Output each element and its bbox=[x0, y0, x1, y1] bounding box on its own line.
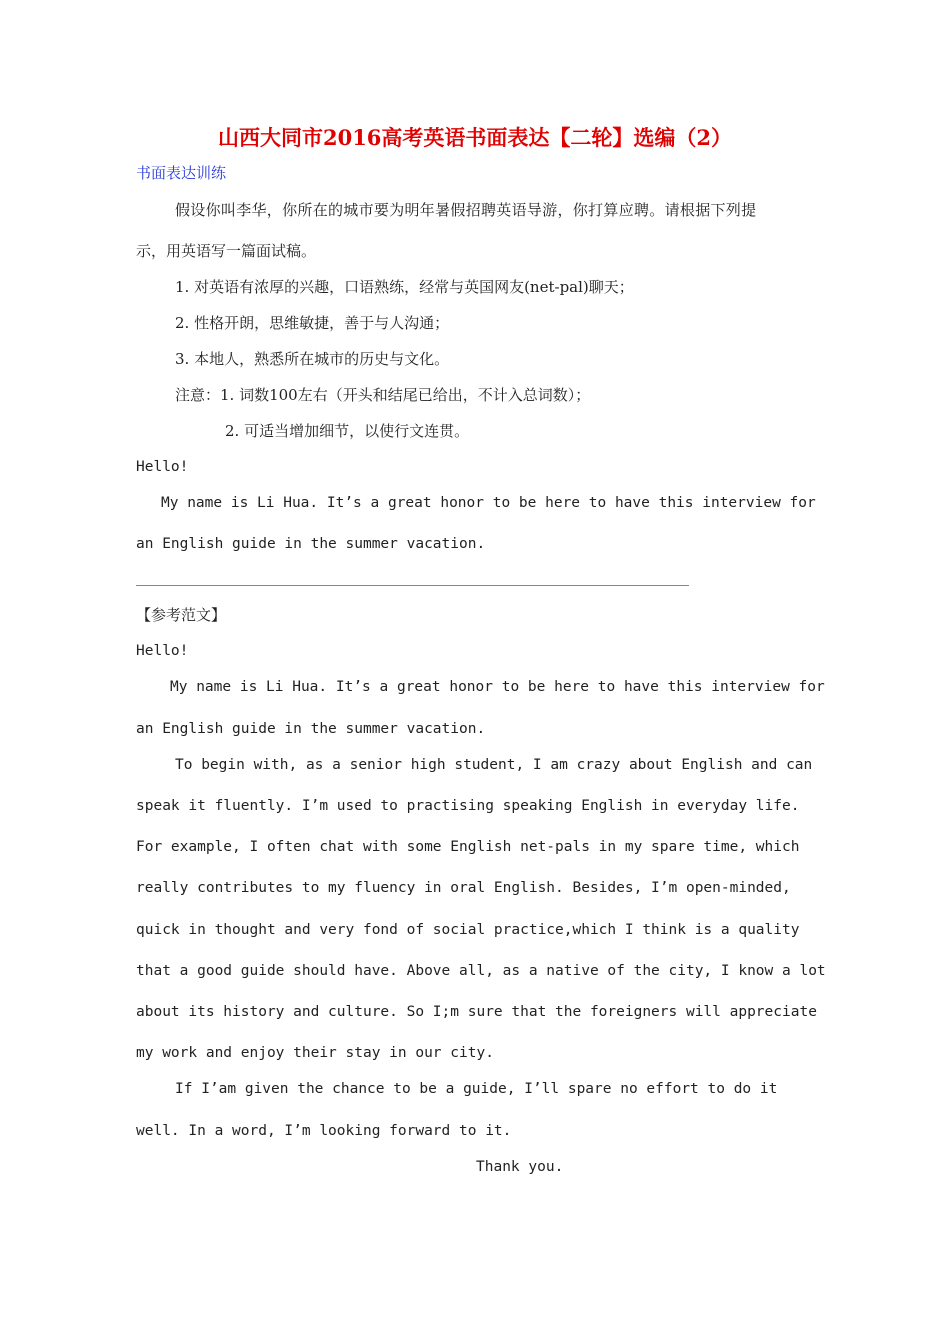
reference-line-9: about its history and culture. So I;m sure that the foreigners will appreciate bbox=[136, 1004, 817, 1020]
reference-line-5: For example, I often chat with some English net-pals in my spare time, which bbox=[136, 839, 800, 855]
prompt-note-1: 注意：1. 词数100左右（开头和结尾已给出，不计入总词数）； bbox=[175, 386, 591, 404]
prompt-line-2: 示，用英语写一篇面试稿。 bbox=[136, 242, 317, 260]
given-greeting: Hello! bbox=[136, 459, 189, 475]
reference-line-11: If I’am given the chance to be a guide, I’ll spare no effort to do it bbox=[175, 1081, 778, 1097]
prompt-line-1: 假设你叫李华，你所在的城市要为明年暑假招聘英语导游，你打算应聘。请根据下列提 bbox=[175, 201, 757, 219]
prompt-item-1: 1. 对英语有浓厚的兴趣，口语熟练，经常与英国网友(net-pal)聊天； bbox=[175, 278, 634, 296]
reference-line-1: My name is Li Hua. It’s a great honor to be here to have this interview for bbox=[170, 679, 825, 695]
prompt-item-2: 2. 性格开朗，思维敏捷，善于与人沟通； bbox=[175, 314, 450, 332]
page-title: 山西大同市2016高考英语书面表达【二轮】选编（2） bbox=[217, 125, 733, 150]
reference-line-4: speak it fluently. I’m used to practising speaking English in everyday life. bbox=[136, 798, 800, 814]
prompt-item-3: 3. 本地人，熟悉所在城市的历史与文化。 bbox=[175, 350, 450, 368]
reference-line-6: really contributes to my fluency in oral English. Besides, I’m open-minded, bbox=[136, 880, 791, 896]
reference-line-2: an English guide in the summer vacation. bbox=[136, 721, 486, 737]
reference-greeting: Hello! bbox=[136, 643, 189, 659]
answer-line-divider bbox=[136, 585, 689, 586]
reference-line-8: that a good guide should have. Above all, as a native of the city, I know a lot bbox=[136, 963, 826, 979]
reference-line-7: quick in thought and very fond of social practice,which I think is a quality bbox=[136, 922, 800, 938]
given-line-2: an English guide in the summer vacation. bbox=[136, 536, 486, 552]
reference-label: 【参考范文】 bbox=[136, 606, 227, 624]
reference-line-10: my work and enjoy their stay in our city. bbox=[136, 1045, 494, 1061]
section-label: 书面表达训练 bbox=[136, 164, 227, 182]
given-line-1: My name is Li Hua. It’s a great honor to be here to have this interview for bbox=[161, 495, 816, 511]
reference-line-3: To begin with, as a senior high student, I am crazy about English and can bbox=[175, 757, 813, 773]
reference-line-12: well. In a word, I’m looking forward to it. bbox=[136, 1123, 512, 1139]
reference-closing: Thank you. bbox=[476, 1159, 564, 1175]
prompt-note-2: 2. 可适当增加细节，以使行文连贯。 bbox=[225, 422, 470, 440]
